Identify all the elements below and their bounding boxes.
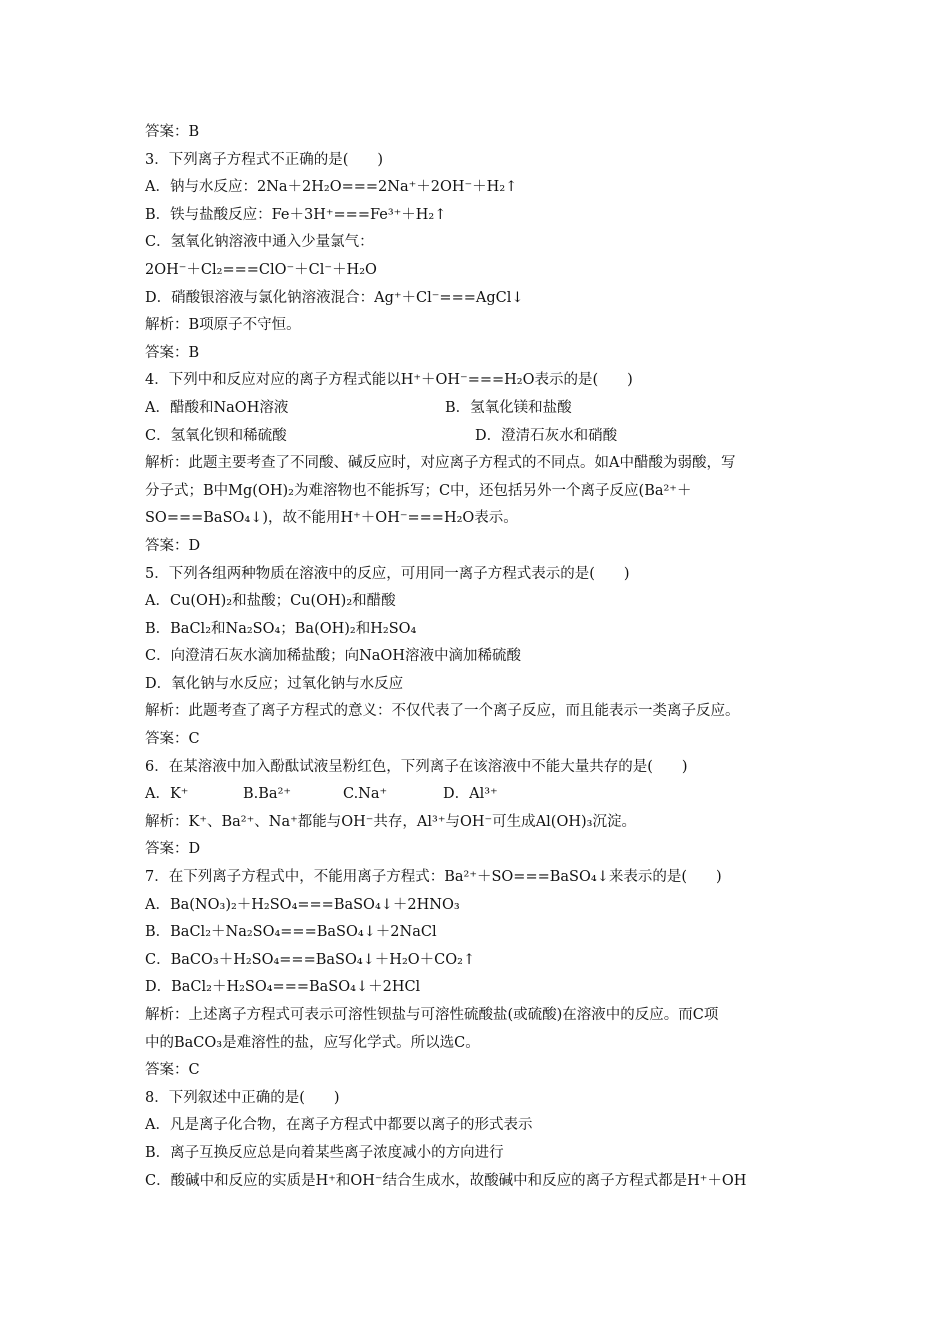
question-3-option-a: A．钠与水反应：2Na＋2H₂O===2Na⁺＋2OH⁻＋H₂↑ [145,179,518,196]
question-4-option-b: B．氢氧化镁和盐酸 [445,399,572,416]
question-4-explanation-2: 分子式；B中Mg(OH)₂为难溶物也不能拆写；C中，还包括另外一个离子反应(Ba²⁺＋ [145,482,692,499]
question-3-answer: 答案：B [145,344,200,361]
question-6-answer: 答案：D [145,841,201,858]
question-6-option-a: A．K⁺ [145,786,189,803]
question-8-stem: 8．下列叙述中正确的是( ) [145,1089,340,1106]
question-7-option-b: B．BaCl₂＋Na₂SO₄===BaSO₄↓＋2NaCl [145,924,437,941]
question-7-answer: 答案：C [145,1062,200,1079]
question-7-option-c: C．BaCO₃＋H₂SO₄===BaSO₄↓＋H₂O＋CO₂↑ [145,951,476,968]
question-6-option-c: C.Na⁺ [343,786,388,803]
question-6-option-b: B.Ba²⁺ [243,786,292,803]
question-5-answer: 答案：C [145,731,200,748]
question-4-option-c: C．氢氧化钡和稀硫酸 [145,427,287,444]
question-3-option-b: B．铁与盐酸反应：Fe＋3H⁺===Fe³⁺＋H₂↑ [145,206,447,223]
question-3-option-c: C．氢氧化钠溶液中通入少量氯气： [145,234,374,251]
question-8-option-b: B．离子互换反应总是向着某些离子浓度减小的方向进行 [145,1144,504,1161]
question-7-option-a: A．Ba(NO₃)₂＋H₂SO₄===BaSO₄↓＋2HNO₃ [145,896,460,913]
question-6-option-d: D．Al³⁺ [443,786,498,803]
question-7-explanation-2: 中的BaCO₃是难溶性的盐，应写化学式。所以选C。 [145,1034,480,1051]
question-7-option-d: D．BaCl₂＋H₂SO₄===BaSO₄↓＋2HCl [145,979,421,996]
question-6-options-row [145,781,815,809]
question-4-option-a: A．醋酸和NaOH溶液 [145,399,289,416]
question-5-stem: 5．下列各组两种物质在溶液中的反应，可用同一离子方程式表示的是( ) [145,565,630,582]
question-5-option-c: C．向澄清石灰水滴加稀盐酸；向NaOH溶液中滴加稀硫酸 [145,648,521,665]
question-4-option-d: D．澄清石灰水和硝酸 [475,427,618,444]
question-8-option-c: C．酸碱中和反应的实质是H⁺和OH⁻结合生成水，故酸碱中和反应的离子方程式都是H⁺＋OH [145,1172,747,1189]
question-4-options-row-2 [145,423,815,451]
question-7-explanation-1: 解析：上述离子方程式可表示可溶性钡盐与可溶性硫酸盐(或硫酸)在溶液中的反应。而C项 [145,1007,719,1023]
question-5-option-d: D．氧化钠与水反应；过氧化钠与水反应 [145,675,404,692]
question-3-stem: 3．下列离子方程式不正确的是( ) [145,151,384,168]
question-4-explanation-3: SO===BaSO₄↓)，故不能用H⁺＋OH⁻===H₂O表示。 [145,510,518,527]
question-3-option-d: D．硝酸银溶液与氯化钠溶液混合：Ag⁺＋Cl⁻===AgCl↓ [145,289,524,306]
question-8-option-a: A．凡是离子化合物，在离子方程式中都要以离子的形式表示 [145,1117,533,1134]
answer-line: 答案：B [145,124,200,140]
question-4-answer: 答案：D [145,537,201,554]
question-3-explanation: 解析：B项原子不守恒。 [145,317,301,334]
question-5-option-b: B．BaCl₂和Na₂SO₄；Ba(OH)₂和H₂SO₄ [145,620,417,637]
question-4-explanation-1: 解析：此题主要考查了不同酸、碱反应时，对应离子方程式的不同点。如A中醋酸为弱酸，写 [145,455,736,472]
question-6-explanation: 解析：K⁺、Ba²⁺、Na⁺都能与OH⁻共存，Al³⁺与OH⁻可生成Al(OH)₃沉淀。 [145,813,636,830]
question-4-stem: 4．下列中和反应对应的离子方程式能以H⁺＋OH⁻===H₂O表示的是( ) [145,372,633,389]
question-5-explanation: 解析：此题考查了离子方程式的意义：不仅代表了一个离子反应，而且能表示一类离子反应。 [145,703,740,720]
question-3-option-c-equation: 2OH⁻＋Cl₂===ClO⁻＋Cl⁻＋H₂O [145,261,377,278]
question-6-stem: 6．在某溶液中加入酚酞试液呈粉红色，下列离子在该溶液中不能大量共存的是( ) [145,758,688,775]
question-7-stem: 7．在下列离子方程式中，不能用离子方程式：Ba²⁺＋SO===BaSO₄↓来表示的是( ) [145,869,722,886]
document-body [145,119,815,1195]
question-5-option-a: A．Cu(OH)₂和盐酸；Cu(OH)₂和醋酸 [145,593,396,610]
question-4-options-row-1 [145,395,815,423]
